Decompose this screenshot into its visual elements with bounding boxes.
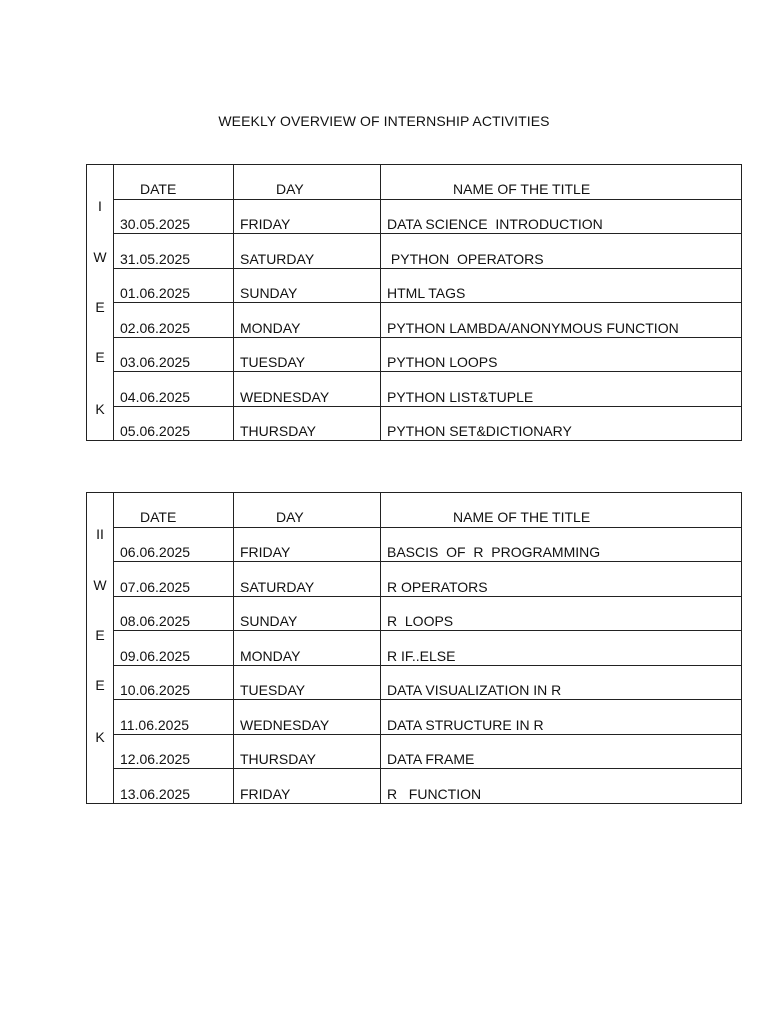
table-row	[87, 372, 742, 407]
week-label-letter: K	[95, 729, 105, 745]
table-row	[87, 769, 742, 804]
activity-title-cell: HTML TAGS	[381, 268, 742, 303]
week-label-letter: W	[93, 577, 107, 593]
day-cell: SUNDAY	[234, 596, 381, 631]
date-cell: 13.06.2025	[114, 769, 234, 804]
activity-title-cell: PYTHON LOOPS	[381, 337, 742, 372]
day-cell: FRIDAY	[234, 527, 381, 562]
activity-title-cell: PYTHON LIST&TUPLE	[381, 372, 742, 407]
date-cell: 10.06.2025	[114, 665, 234, 700]
week-label-letter: I	[98, 198, 102, 214]
week-label	[87, 493, 114, 804]
activity-title-cell: BASCIS OF R PROGRAMMING	[381, 527, 742, 562]
header-row	[87, 493, 742, 528]
week-label	[87, 165, 114, 441]
day-cell: SATURDAY	[234, 562, 381, 597]
table-row	[87, 199, 742, 234]
table-row	[87, 562, 742, 597]
date-cell: 07.06.2025	[114, 562, 234, 597]
activity-title-cell: PYTHON LAMBDA/ANONYMOUS FUNCTION	[381, 303, 742, 338]
date-cell: 12.06.2025	[114, 734, 234, 769]
week-label-letter: E	[95, 677, 105, 693]
activity-title-cell: DATA STRUCTURE IN R	[381, 700, 742, 735]
table-row	[87, 527, 742, 562]
day-cell: WEDNESDAY	[234, 372, 381, 407]
day-cell: MONDAY	[234, 303, 381, 338]
day-cell: SATURDAY	[234, 234, 381, 269]
week-1-table	[86, 164, 742, 441]
header-row	[87, 165, 742, 200]
day-cell: THURSDAY	[234, 734, 381, 769]
week-label-letter: E	[95, 299, 105, 315]
date-cell: 01.06.2025	[114, 268, 234, 303]
table-row	[87, 234, 742, 269]
activity-title-cell: PYTHON SET&DICTIONARY	[381, 406, 742, 441]
table-row	[87, 700, 742, 735]
activity-title-cell: DATA VISUALIZATION IN R	[381, 665, 742, 700]
activity-title-cell: R IF..ELSE	[381, 631, 742, 666]
day-cell: SUNDAY	[234, 268, 381, 303]
activity-title-cell: DATA FRAME	[381, 734, 742, 769]
day-cell: THURSDAY	[234, 406, 381, 441]
activity-title-cell: DATA SCIENCE INTRODUCTION	[381, 199, 742, 234]
date-cell: 08.06.2025	[114, 596, 234, 631]
date-cell: 04.06.2025	[114, 372, 234, 407]
column-header-day: DAY	[234, 493, 381, 528]
activity-title-cell: R OPERATORS	[381, 562, 742, 597]
week-label-letter: W	[93, 249, 107, 265]
day-cell: TUESDAY	[234, 665, 381, 700]
table-row	[87, 406, 742, 441]
date-cell: 02.06.2025	[114, 303, 234, 338]
activity-title-cell: R FUNCTION	[381, 769, 742, 804]
table-row	[87, 631, 742, 666]
date-cell: 06.06.2025	[114, 527, 234, 562]
activity-title-cell: PYTHON OPERATORS	[381, 234, 742, 269]
week-label-letter: II	[96, 526, 104, 542]
column-header-day: DAY	[234, 165, 381, 200]
date-cell: 09.06.2025	[114, 631, 234, 666]
day-cell: MONDAY	[234, 631, 381, 666]
table-row	[87, 268, 742, 303]
date-cell: 05.06.2025	[114, 406, 234, 441]
activity-title-cell: R LOOPS	[381, 596, 742, 631]
table-row	[87, 337, 742, 372]
page-title: WEEKLY OVERVIEW OF INTERNSHIP ACTIVITIES	[218, 113, 550, 129]
table-row	[87, 665, 742, 700]
column-header-title: NAME OF THE TITLE	[381, 165, 742, 200]
column-header-title: NAME OF THE TITLE	[381, 493, 742, 528]
date-cell: 03.06.2025	[114, 337, 234, 372]
week-label-letter: E	[95, 627, 105, 643]
column-header-date: DATE	[114, 493, 234, 528]
week-2-table	[86, 492, 742, 804]
date-cell: 11.06.2025	[114, 700, 234, 735]
week-label-letter: E	[95, 349, 105, 365]
day-cell: FRIDAY	[234, 199, 381, 234]
date-cell: 30.05.2025	[114, 199, 234, 234]
column-header-date: DATE	[114, 165, 234, 200]
week-label-letter: K	[95, 401, 105, 417]
day-cell: FRIDAY	[234, 769, 381, 804]
table-row	[87, 596, 742, 631]
date-cell: 31.05.2025	[114, 234, 234, 269]
table-row	[87, 734, 742, 769]
day-cell: TUESDAY	[234, 337, 381, 372]
table-row	[87, 303, 742, 338]
day-cell: WEDNESDAY	[234, 700, 381, 735]
